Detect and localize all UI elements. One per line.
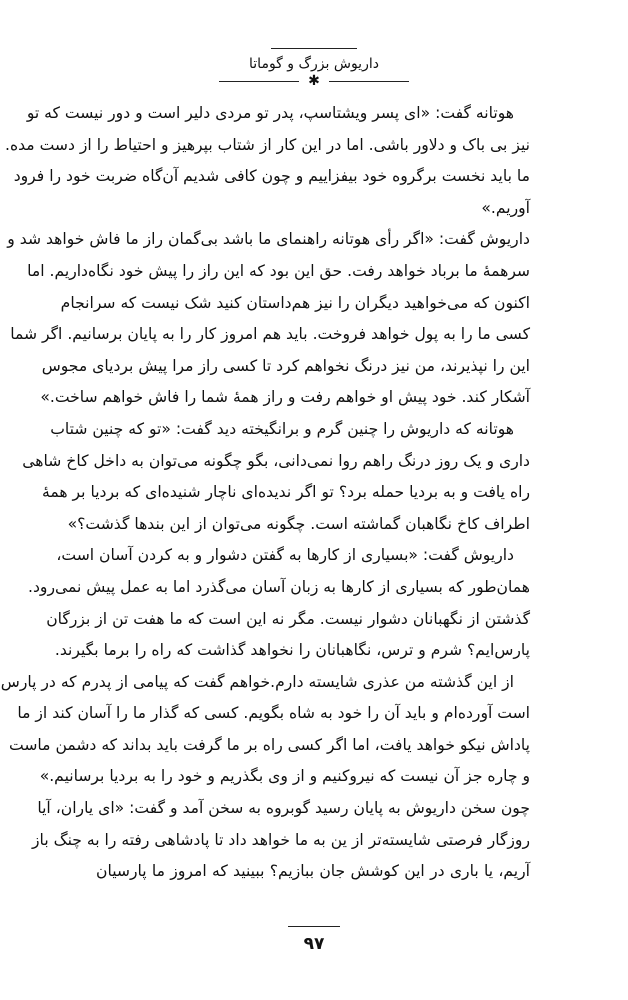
running-title: داریوش بزرگ و گوماتا: [249, 56, 379, 72]
text-line: روزگار فرصتی شایسته‌تر از ین به ما خواهد داد تا پادشاهی رفته را به چنگ باز: [32, 830, 530, 849]
text-line: آشکار کند. خود پیش او خواهم رفت و راز همهٔ شما را فاش خواهم ساخت.»: [40, 388, 530, 407]
page-number: ۹۷: [303, 934, 325, 954]
page-header: [0, 48, 628, 89]
text-line: اطراف کاخ نگاهبان گماشته است. چگونه می‌توان از این بندها گذشت؟»: [67, 514, 530, 533]
text-line: آریم، یا باری در این کوشش جان ببازیم؟ ببینید که امروز ما پارسیان: [96, 862, 530, 881]
text-line: همان‌طور که بسیاری از کارها به زبان آسان می‌گذرد اما به عمل پیش نمی‌رود.: [28, 577, 530, 596]
text-line: اکنون که می‌خواهید دیگران را نیز هم‌داستان کنید شک نیست که سرانجام: [60, 293, 530, 312]
text-line: هوتانه گفت: «ای پسر ویشتاسپ، پدر تو مردی دلیر است و دور نیست که تو: [26, 104, 514, 122]
text-line: پارس‌ایم؟ شرم و ترس، نگاهبانان را نخواهد گذاشت که راه را برما بگیرند.: [54, 641, 530, 660]
text-line: و چاره جز آن نیست که نیروکنیم و از وی بگذریم و خود را به بردیا برسانیم.»: [39, 767, 530, 786]
text-line: نیز بی باک و دلاور باشی. اما در این کار از شتاب بپرهیز و احتیاط را از دست مده.: [4, 135, 530, 154]
header-top-rule: [271, 48, 357, 49]
text-line: گذشتن از نگهبانان دشوار نیست. مگر نه این است که ما هفت تن از بزرگان: [46, 609, 530, 628]
text-line: این را نپذیرند، من نیز درنگ نخواهم کرد تا کسی راز مرا پیش بردیای مجوس: [41, 356, 530, 375]
text-line: راه یافت و به بردیا حمله برد؟ تو اگر ندیده‌ای ناچار شنیده‌ای که بردیا بر همهٔ: [42, 483, 530, 502]
asterisk-ornament-icon: ✱: [308, 73, 320, 89]
paragraph: [7, 224, 530, 414]
text-line: آوریم.»: [481, 198, 530, 217]
header-rule-right: [329, 81, 409, 82]
paragraph: [4, 98, 530, 224]
body-text: [0, 98, 530, 888]
text-line: داریوش گفت: «اگر رأی هوتانه راهنمای ما باشد بی‌گمان راز ما فاش خواهد شد و: [7, 230, 530, 249]
text-line: چون سخن داریوش به پایان رسید گوبروه به سخن آمد و گفت: «ای یاران، آیا: [37, 799, 530, 818]
text-line: سرهمهٔ ما برباد خواهد رفت. حق این بود که این راز را پیش خود نگاه‌داریم. اما: [27, 261, 530, 280]
text-line: داری و یک روز درنگ راهم روا نمی‌دانی، بگو چگونه می‌توان به داخل کاخ شاهی: [22, 451, 530, 470]
paragraph: [32, 793, 530, 888]
paragraph: [28, 540, 530, 666]
text-line: از این گذشته من عذری شایسته دارم.خواهم گفت که پیامی از پدرم که در پارس: [0, 672, 514, 691]
text-line: پاداش نیکو خواهد یافت، اما اگر کسی راه بر ما گرفت باید بداند که دشمن ماست: [9, 735, 530, 754]
paragraph: [0, 667, 530, 793]
text-line: کسی ما را به پول خواهد فروخت. باید هم امروز کار را به پایان برسانیم. اگر شما: [10, 325, 530, 344]
text-line: هوتانه که داریوش را چنین گرم و برانگیخته دید گفت: «تو که چنین شتاب: [50, 419, 514, 438]
text-line: ما باید نخست برگروه خود بیفزاییم و چون کافی شدیم آن‌گاه ضربت خود را فرود: [13, 167, 530, 186]
header-divider: [219, 75, 409, 89]
text-line: است آورده‌ام و باید آن را خود به شاه بگویم. کسی که گذار ما را آسان کند از ما: [17, 704, 530, 723]
page-footer: [0, 926, 628, 957]
text-line: داریوش گفت: «بسیاری از کارها به گفتن دشوار و به کردن آسان است،: [56, 546, 514, 565]
footer-rule: [288, 926, 340, 927]
paragraph: [22, 414, 530, 540]
